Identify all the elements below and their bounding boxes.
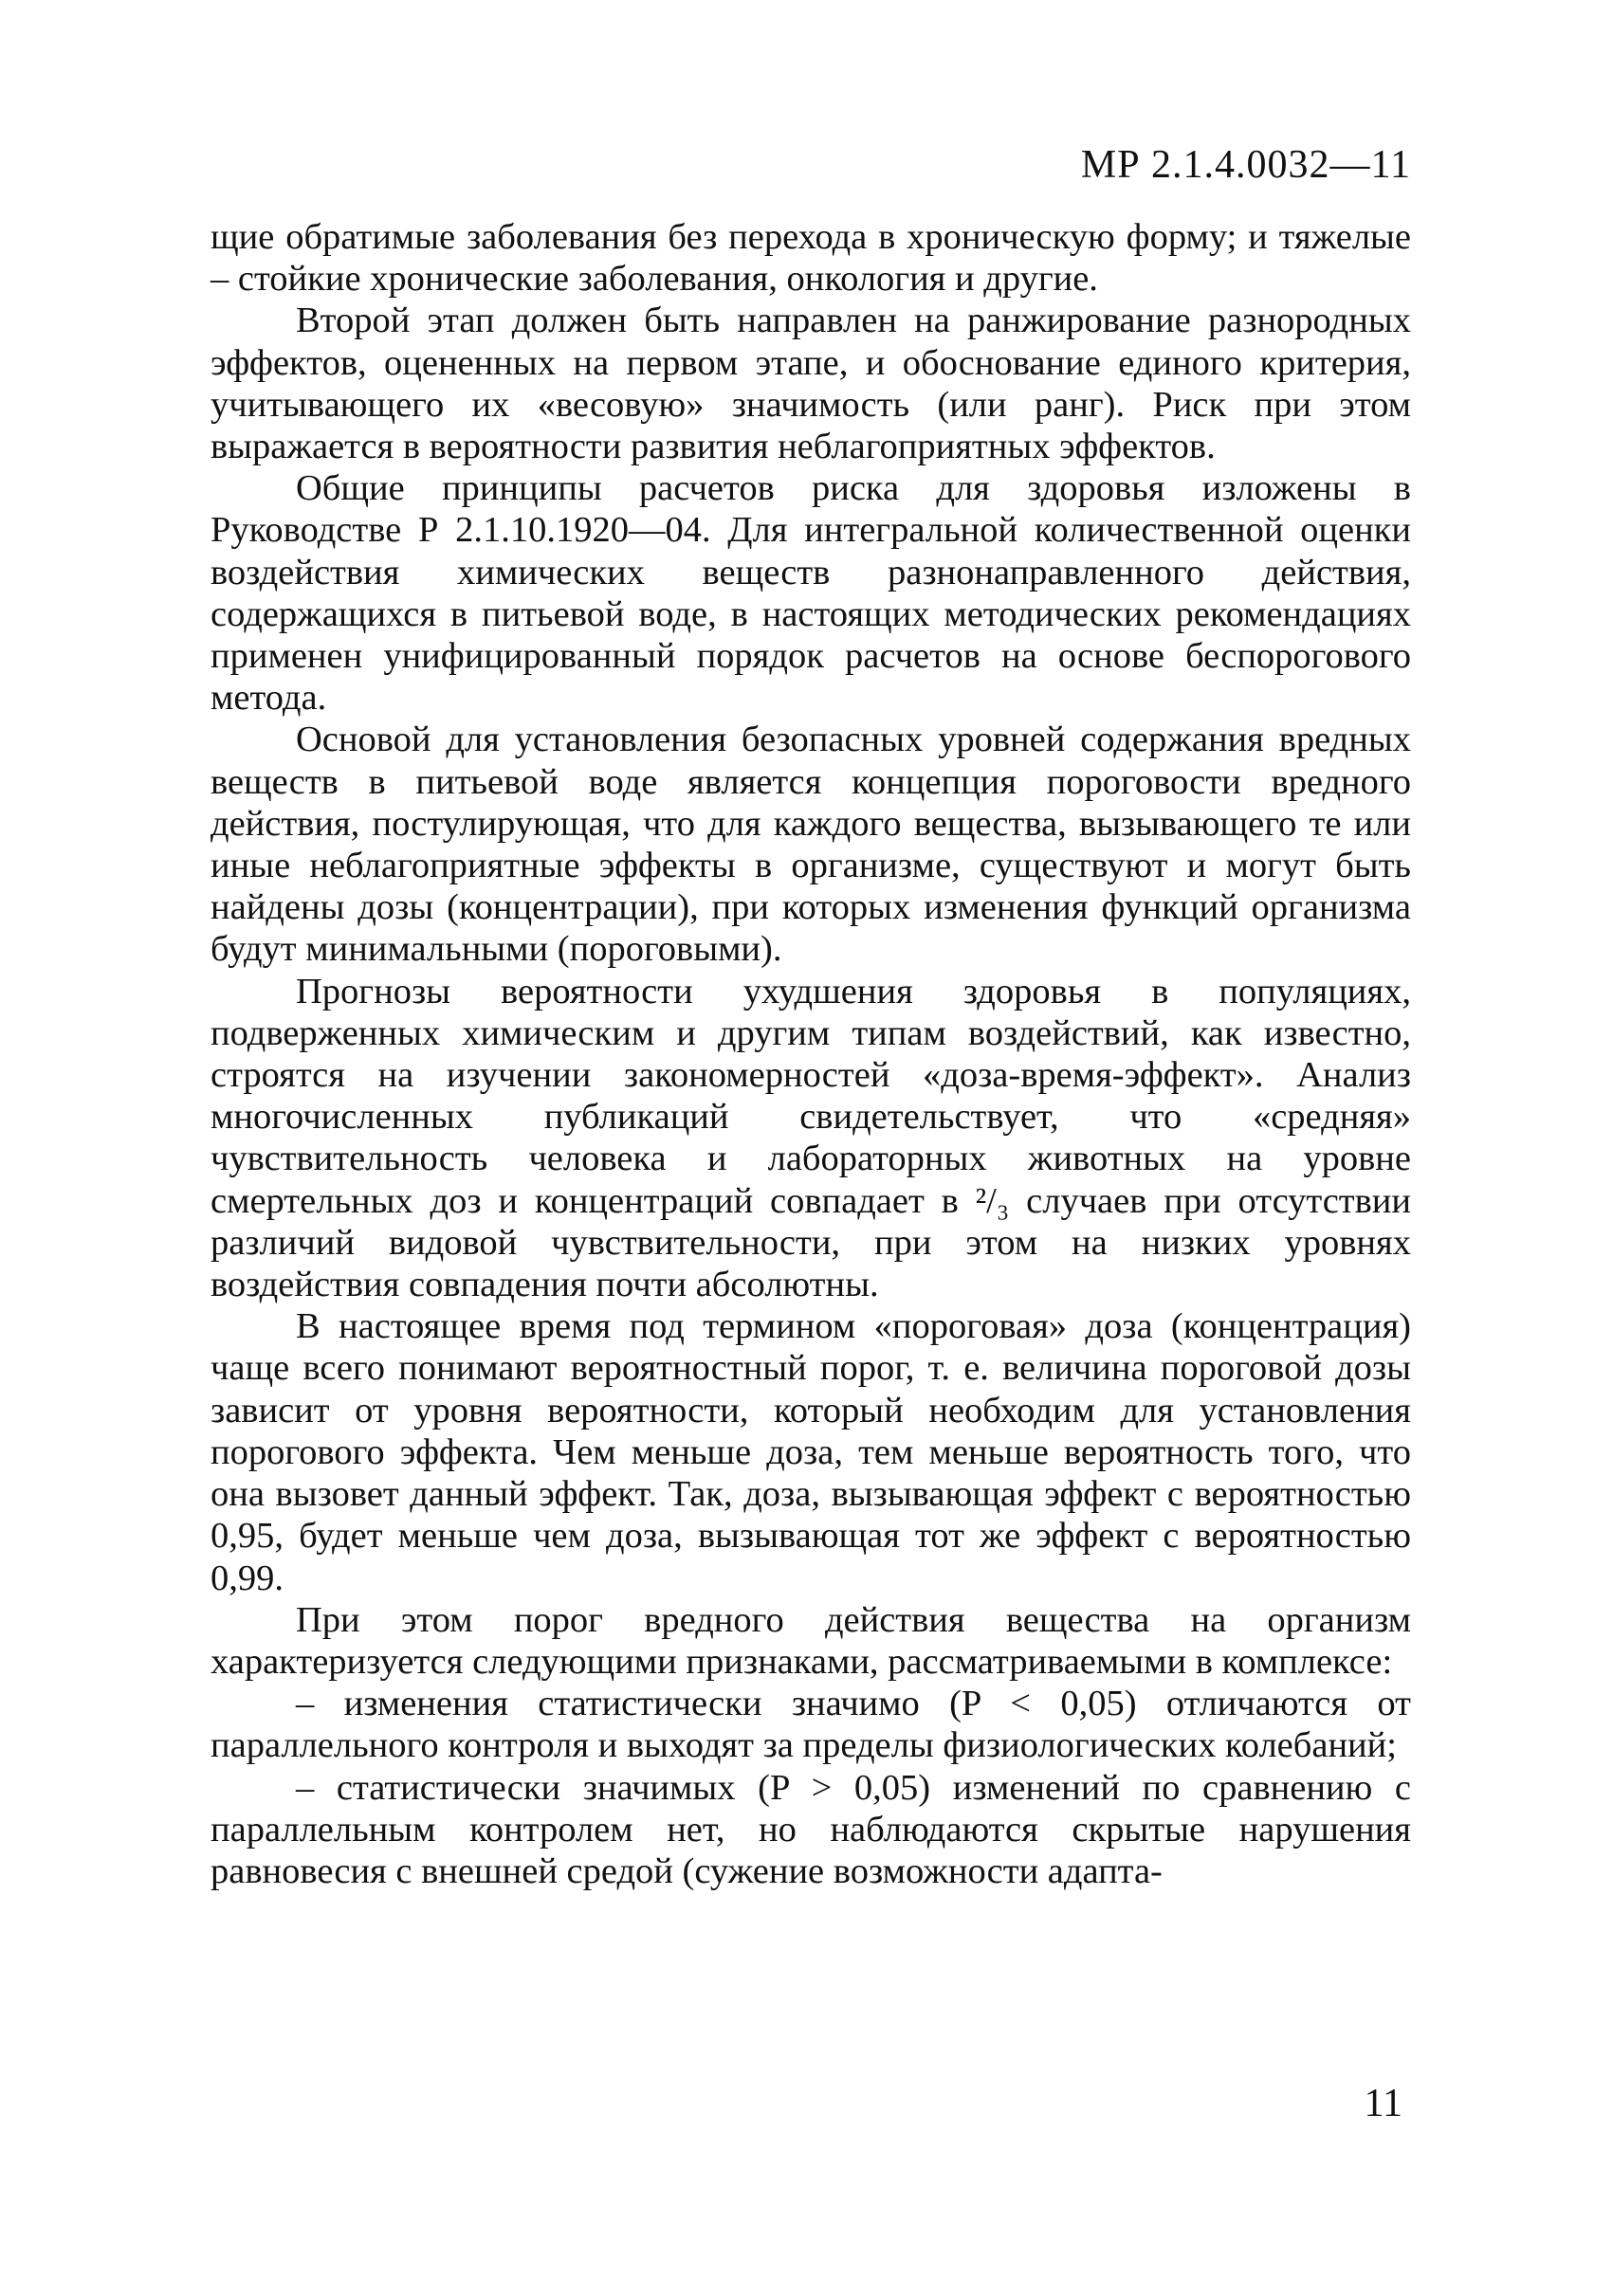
paragraph-threshold-criteria: При этом порог вредного действия вещества на организм характеризуется следующими признаками, рассматриваемыми в комплексе:: [211, 1599, 1411, 1682]
paragraph-general-principles: Общие принципы расчетов риска для здоровья изложены в Руководстве Р 2.1.10.1920—04. Для интегральной количественной оценки воздействия химических веществ разнонаправленного действия, содержащихся в питьевой воде, в настоящих методических рекомендациях применен унифицированный порядок расчетов на основе беспорогового метода.: [211, 468, 1411, 719]
paragraph-second-stage: Второй этап должен быть направлен на ранжирование разнородных эффектов, оцененных на первом этапе, и обоснование единого критерия, учитывающего их «весовую» значимость (или ранг). Риск при этом выражается в вероятности развития неблагоприятных эффектов.: [211, 301, 1411, 467]
list-item-significant-changes: – изменения статистически значимо (P < 0,05) отличаются от параллельного контроля и выходят за пределы физиологических колебаний;: [211, 1684, 1411, 1766]
paragraph-threshold-concept: Основой для установления безопасных уровней содержания вредных веществ в питьевой воде является концепция пороговости вредного действия, постулирующая, что для каждого вещества, вызывающего те или иные неблагоприятные эффекты в организме, существуют и могут быть найдены дозы (концентрации), при которых изменения функций организма будут минимальными (пороговыми).: [211, 720, 1411, 970]
list-item-hidden-disturbances: – статистически значимых (P > 0,05) изменений по сравнению с параллельным контролем нет, но наблюдаются скрытые нарушения равновесия с внешней средой (сужение возможности адапта-: [211, 1767, 1411, 1891]
body-text: [211, 216, 1411, 1892]
document-code-header: МР 2.1.4.0032—11: [1080, 143, 1411, 187]
paragraph-continuation: щие обратимые заболевания без перехода в хроническую форму; и тяжелые – стойкие хронические заболевания, онкология и другие.: [211, 217, 1411, 300]
page-number: 11: [1364, 2082, 1402, 2125]
paragraph-threshold-dose: В настоящее время под термином «пороговая» доза (концентрация) чаще всего понимают вероятностный порог, т. е. величина пороговой дозы зависит от уровня вероятности, который необходим для установления порогового эффекта. Чем меньше доза, тем меньше вероятность того, что она вызовет данный эффект. Так, доза, вызывающая эффект с вероятностью 0,95, будет меньше чем доза, вызывающая тот же эффект с вероятностью 0,99.: [211, 1306, 1411, 1598]
paragraph-forecasts: Прогнозы вероятности ухудшения здоровья в популяциях, подверженных химическим и другим типам воздействий, как известно, строятся на изучении закономерностей «доза-время-эффект». Анализ многочисленных публикаций свидетельствует, что «средняя» чувствительность человека и лабораторных животных на уровне смертельных доз и концентраций совпадает в ²/₃ случаев при отсутствии различий видовой чувствительности, при этом на низких уровнях воздействия совпадения почти абсолютны.: [211, 971, 1411, 1305]
